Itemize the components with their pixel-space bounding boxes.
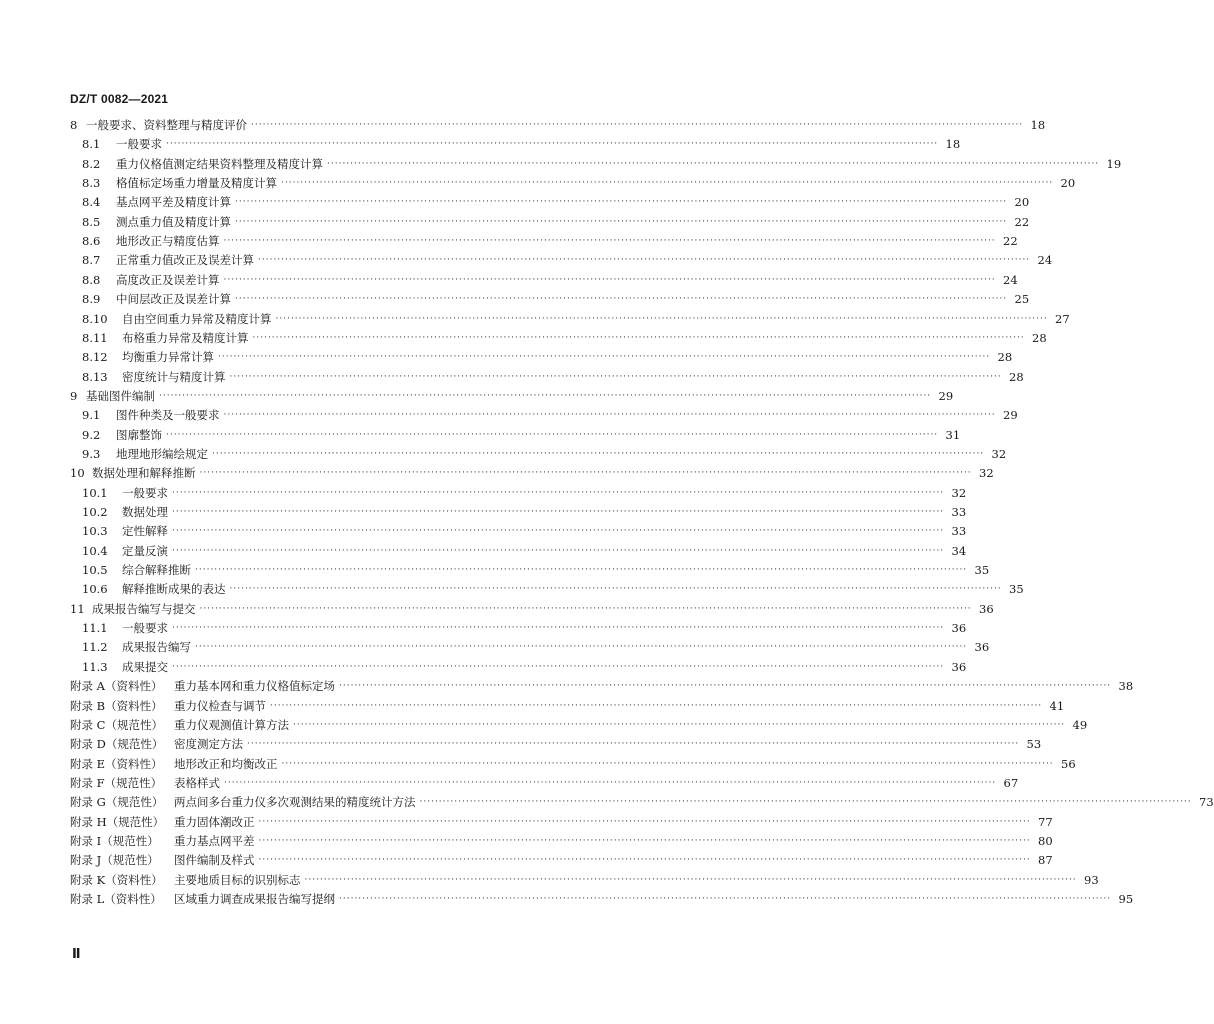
toc-entry-title: 基础图件编制 — [86, 388, 155, 403]
toc-entry-number: 8 — [70, 118, 78, 132]
toc-entry[interactable] — [70, 251, 1053, 269]
toc-entry-title: 数据处理 — [122, 505, 168, 519]
toc-entry[interactable] — [70, 755, 1076, 773]
toc-entry-number: 附录 L（资料性） — [70, 892, 162, 906]
toc-entry-page: 73 — [1199, 795, 1214, 810]
toc-entry-title: 图件种类及一般要求 — [116, 408, 220, 423]
toc-entry[interactable] — [70, 503, 967, 521]
toc-entry-number: 附录 K（资料性） — [70, 872, 163, 887]
toc-entry-title: 基点网平差及精度计算 — [116, 195, 231, 210]
toc-entry[interactable] — [70, 445, 1007, 463]
toc-entry[interactable] — [70, 213, 1030, 231]
toc-entry-title: 重力基点网平差 — [174, 833, 255, 848]
toc-entry[interactable] — [70, 832, 1053, 850]
toc-entry[interactable] — [70, 638, 990, 656]
toc-entry-title: 综合解释推断 — [122, 563, 191, 578]
toc-entry-title: 中间层改正及误差计算 — [116, 292, 231, 307]
toc-entry-title: 正常重力值改正及误差计算 — [116, 253, 254, 268]
toc-dot-leader: ········································································································································································································ — [172, 661, 945, 672]
toc-entry[interactable] — [70, 580, 1024, 598]
toc-entry-number: 8.13 — [82, 369, 108, 384]
toc-dot-leader: ········································································································································································································ — [304, 874, 1077, 885]
toc-dot-leader: ········································································································································································································ — [258, 855, 1031, 866]
toc-entry-number: 附录 G（规范性） — [70, 795, 164, 810]
toc-entry-page: 19 — [1106, 156, 1122, 171]
toc-entry[interactable] — [70, 619, 967, 637]
toc-entry-page: 20 — [1014, 195, 1030, 210]
toc-entry-page: 49 — [1072, 717, 1088, 732]
toc-entry-page: 77 — [1038, 814, 1053, 829]
toc-entry-page: 34 — [951, 543, 967, 558]
toc-entry-page: 29 — [1003, 408, 1018, 423]
toc-entry-number: 11.2 — [82, 640, 108, 655]
toc-entry-title: 两点间多台重力仪多次观测结果的精度统计方法 — [174, 795, 416, 810]
toc-entry-number: 8.1 — [82, 137, 101, 152]
toc-dot-leader: ········································································································································································································ — [172, 507, 945, 517]
toc-dot-leader: ········································································································································································································ — [235, 197, 1008, 208]
toc-entry-number: 10.2 — [82, 505, 108, 519]
toc-entry-page: 20 — [1060, 176, 1076, 191]
toc-entry-number: 附录 A（资料性） — [70, 679, 163, 694]
toc-dot-leader: ········································································································································································································ — [224, 777, 997, 788]
toc-entry-number: 附录 I（规范性） — [70, 833, 159, 848]
toc-dot-leader: ········································································································································································································ — [172, 526, 945, 537]
toc-entry-page: 27 — [1055, 311, 1070, 326]
toc-dot-leader: ········································································································································································································ — [166, 429, 939, 440]
toc-dot-leader: ········································································································································································································ — [327, 158, 1100, 169]
toc-dot-leader: ········································································································································································································ — [199, 468, 972, 479]
toc-entry-number: 10.3 — [82, 524, 108, 539]
toc-dot-leader: ········································································································································································································ — [218, 352, 991, 363]
toc-dot-leader: ········································································································································································································ — [223, 274, 996, 285]
toc-entry-number: 8.4 — [82, 195, 101, 210]
toc-entry[interactable] — [70, 174, 1076, 192]
toc-dot-leader: ········································································································································································································ — [281, 758, 1054, 769]
toc-entry-title: 图廓整饰 — [116, 427, 162, 442]
toc-entry-page: 80 — [1038, 833, 1053, 848]
toc-entry-title: 成果提交 — [122, 659, 168, 674]
toc-entry-number: 9.1 — [82, 408, 101, 423]
toc-entry-page: 41 — [1049, 698, 1065, 713]
toc-entry-number: 9.3 — [82, 446, 101, 461]
toc-dot-leader: ········································································································································································································ — [229, 371, 1002, 382]
toc-entry-page: 28 — [1009, 369, 1024, 384]
toc-entry-page: 38 — [1118, 679, 1134, 694]
toc-entry[interactable] — [70, 522, 967, 540]
toc-entry-number: 8.6 — [82, 234, 101, 249]
toc-entry-title: 高度改正及误差计算 — [116, 272, 220, 287]
toc-entry-title: 区域重力调查成果报告编写提纲 — [174, 892, 335, 906]
toc-dot-leader: ········································································································································································································ — [293, 719, 1066, 730]
toc-dot-leader: ········································································································································································································ — [172, 623, 945, 634]
toc-entry[interactable] — [70, 135, 961, 153]
toc-entry-number: 附录 H（规范性） — [70, 814, 165, 829]
toc-dot-leader: ········································································································································································································ — [235, 294, 1008, 305]
toc-entry-title: 地理地形编绘规定 — [116, 446, 208, 461]
toc-entry-page: 28 — [997, 350, 1013, 365]
toc-entry-page: 67 — [1003, 775, 1019, 790]
toc-entry-title: 图件编制及样式 — [174, 853, 255, 868]
toc-dot-leader: ········································································································································································································ — [235, 216, 1008, 227]
toc-dot-leader: ········································································································································································································ — [195, 565, 968, 576]
toc-entry[interactable] — [70, 716, 1088, 734]
toc-entry-title: 地形改正与精度估算 — [116, 234, 220, 249]
toc-entry[interactable] — [70, 329, 1047, 347]
toc-entry-page: 87 — [1038, 853, 1053, 868]
toc-entry-page: 18 — [945, 137, 961, 152]
toc-entry-title: 定性解释 — [122, 524, 168, 539]
toc-entry-page: 33 — [951, 524, 967, 539]
document-code-header: DZ/T 0082—2021 — [70, 92, 169, 106]
toc-entry-title: 自由空间重力异常及精度计算 — [122, 311, 272, 326]
toc-dot-leader: ········································································································································································································ — [172, 545, 945, 556]
toc-entry-page: 22 — [1003, 234, 1018, 249]
toc-entry-title: 重力基本网和重力仪格值标定场 — [174, 679, 335, 694]
toc-entry-page: 33 — [951, 505, 967, 519]
toc-dot-leader: ········································································································································································································ — [339, 681, 1112, 692]
toc-entry[interactable] — [70, 600, 994, 618]
toc-entry[interactable] — [70, 871, 1099, 889]
toc-entry[interactable] — [70, 310, 1070, 328]
toc-entry[interactable] — [70, 561, 990, 579]
toc-entry-title: 数据处理和解释推断 — [92, 466, 196, 481]
toc-entry-number: 10.4 — [82, 543, 108, 558]
toc-dot-leader: ········································································································································································································ — [270, 700, 1043, 711]
toc-entry-page: 32 — [991, 446, 1007, 461]
toc-entry-page: 56 — [1061, 756, 1076, 771]
toc-entry-title: 表格样式 — [174, 775, 220, 790]
toc-entry[interactable] — [70, 813, 1053, 831]
toc-entry-number: 8.10 — [82, 311, 108, 326]
toc-entry-title: 一般要求 — [122, 621, 168, 636]
toc-dot-leader: ········································································································································································································ — [258, 835, 1031, 846]
toc-dot-leader: ········································································································································································································ — [281, 178, 1054, 189]
toc-entry-page: 53 — [1026, 737, 1042, 752]
toc-entry-page: 25 — [1014, 292, 1030, 307]
toc-entry-number: 8.7 — [82, 253, 101, 268]
toc-dot-leader: ········································································································································································································ — [251, 120, 1024, 130]
toc-entry-page: 93 — [1084, 872, 1099, 887]
toc-entry-page: 36 — [951, 659, 967, 674]
toc-entry[interactable] — [70, 387, 954, 405]
toc-entry[interactable] — [70, 735, 1042, 753]
toc-entry-number: 8.5 — [82, 214, 101, 229]
toc-entry-number: 附录 E（资料性） — [70, 756, 163, 771]
toc-entry[interactable] — [70, 677, 1134, 695]
toc-entry[interactable] — [70, 426, 961, 444]
toc-entry-number: 10 — [70, 466, 85, 481]
toc-dot-leader: ········································································································································································································ — [229, 584, 1002, 595]
toc-entry[interactable] — [70, 464, 994, 482]
toc-entry-page: 24 — [1003, 272, 1018, 287]
toc-entry-page: 36 — [974, 640, 990, 655]
toc-entry-number: 8.12 — [82, 350, 108, 365]
toc-entry-title: 成果报告编写 — [122, 640, 191, 655]
toc-entry-title: 密度测定方法 — [174, 737, 243, 752]
toc-entry[interactable] — [70, 484, 967, 502]
toc-entry-number: 10.6 — [82, 582, 108, 597]
toc-entry-title: 一般要求 — [116, 137, 162, 152]
toc-entry[interactable] — [70, 697, 1065, 715]
toc-entry-number: 8.2 — [82, 156, 101, 171]
toc-entry-page: 29 — [938, 388, 954, 403]
toc-dot-leader: ········································································································································································································ — [212, 448, 985, 459]
toc-entry[interactable] — [70, 232, 1018, 250]
toc-entry[interactable] — [70, 193, 1030, 211]
toc-entry-title: 布格重力异常及精度计算 — [122, 330, 249, 345]
toc-entry-number: 11 — [70, 601, 85, 616]
toc-entry-number: 8.3 — [82, 176, 101, 191]
toc-dot-leader: ········································································································································································································ — [247, 739, 1020, 750]
toc-entry-number: 附录 F（规范性） — [70, 775, 163, 790]
toc-dot-leader: ········································································································································································································ — [339, 894, 1112, 904]
toc-dot-leader: ········································································································································································································ — [223, 410, 996, 421]
toc-entry-title: 主要地质目标的识别标志 — [174, 872, 301, 887]
toc-entry-title: 定量反演 — [122, 543, 168, 558]
toc-dot-leader: ········································································································································································································ — [252, 332, 1025, 343]
toc-entry[interactable] — [70, 116, 1046, 134]
toc-dot-leader: ········································································································································································································ — [223, 236, 996, 247]
toc-entry-number: 附录 B（资料性） — [70, 698, 163, 713]
toc-entry-number: 9 — [70, 388, 78, 403]
toc-entry-title: 地形改正和均衡改正 — [174, 756, 278, 771]
toc-entry-page: 36 — [979, 601, 994, 616]
toc-entry[interactable] — [70, 793, 1214, 811]
toc-entry[interactable] — [70, 271, 1018, 289]
toc-dot-leader: ········································································································································································································ — [258, 255, 1031, 266]
toc-entry[interactable] — [70, 155, 1122, 173]
toc-entry-title: 重力仪格值测定结果资料整理及精度计算 — [116, 156, 323, 171]
toc-entry-title: 重力固体潮改正 — [174, 814, 255, 829]
toc-dot-leader: ········································································································································································································ — [159, 390, 932, 401]
page-number: Ⅱ — [72, 946, 81, 961]
toc-entry-title: 一般要求 — [122, 485, 168, 500]
toc-entry-title: 一般要求、资料整理与精度评价 — [86, 118, 247, 132]
toc-entry-number: 9.2 — [82, 427, 101, 442]
toc-dot-leader: ········································································································································································································ — [172, 487, 945, 498]
toc-entry-title: 均衡重力异常计算 — [122, 350, 214, 365]
toc-entry-number: 10.5 — [82, 563, 108, 578]
toc-entry-page: 28 — [1032, 330, 1047, 345]
toc-entry-page: 95 — [1118, 892, 1134, 906]
toc-entry-number: 10.1 — [82, 485, 108, 500]
toc-dot-leader: ········································································································································································································ — [275, 313, 1048, 324]
toc-entry-title: 测点重力值及精度计算 — [116, 214, 231, 229]
toc-dot-leader: ········································································································································································································ — [199, 603, 972, 614]
toc-entry-page: 24 — [1037, 253, 1053, 268]
toc-entry-page: 22 — [1014, 214, 1030, 229]
toc-entry[interactable] — [70, 851, 1053, 869]
toc-entry-number: 8.9 — [82, 292, 101, 307]
toc-entry-number: 附录 C（规范性） — [70, 717, 163, 732]
toc-entry-number: 11.3 — [82, 659, 108, 674]
toc-dot-leader: ········································································································································································································ — [419, 797, 1192, 808]
toc-entry-page: 32 — [951, 485, 967, 500]
toc-entry-number: 11.1 — [82, 621, 108, 636]
toc-entry-number: 8.8 — [82, 272, 101, 287]
toc-entry-title: 解释推断成果的表达 — [122, 582, 226, 597]
toc-entry[interactable] — [70, 368, 1024, 386]
toc-entry-number: 附录 J（规范性） — [70, 853, 159, 868]
toc-entry[interactable] — [70, 890, 1134, 908]
toc-entry-page: 18 — [1030, 118, 1046, 132]
toc-entry[interactable] — [70, 290, 1030, 308]
toc-dot-leader: ········································································································································································································ — [166, 139, 939, 150]
toc-entry[interactable] — [70, 348, 1013, 366]
toc-entry-page: 36 — [951, 621, 967, 636]
toc-entry[interactable] — [70, 774, 1019, 792]
toc-entry-page: 31 — [945, 427, 961, 442]
toc-entry-title: 重力仪观测值计算方法 — [174, 717, 289, 732]
toc-dot-leader: ········································································································································································································ — [195, 642, 968, 653]
toc-entry-page: 32 — [979, 466, 994, 481]
toc-entry[interactable] — [70, 542, 967, 560]
toc-entry-title: 成果报告编写与提交 — [92, 601, 196, 616]
toc-entry-title: 密度统计与精度计算 — [122, 369, 226, 384]
toc-dot-leader: ········································································································································································································ — [258, 816, 1031, 827]
toc-entry-number: 附录 D（规范性） — [70, 737, 164, 752]
toc-entry-page: 35 — [1009, 582, 1024, 597]
toc-entry-page: 35 — [974, 563, 990, 578]
toc-entry-number: 8.11 — [82, 330, 108, 345]
toc-entry[interactable] — [70, 658, 967, 676]
toc-entry[interactable] — [70, 406, 1018, 424]
toc-entry-title: 重力仪检查与调节 — [174, 698, 266, 713]
toc-entry-title: 格值标定场重力增量及精度计算 — [116, 176, 277, 191]
